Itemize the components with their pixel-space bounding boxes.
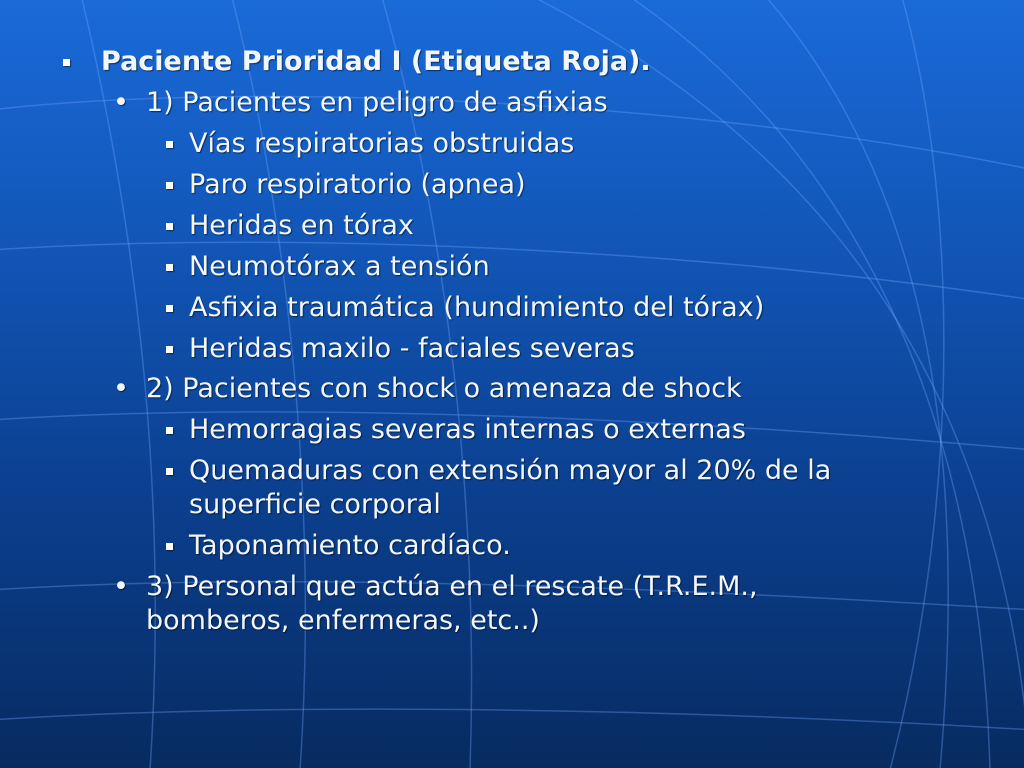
group1-item: Paro respiratorio (apnea) — [189, 169, 526, 200]
group1-item-bullet — [166, 346, 173, 353]
group1-item-bullet — [166, 264, 173, 271]
group3-bullet: • — [113, 571, 129, 602]
group1-item: Asfixia traumática (hundimiento del tórax) — [189, 292, 765, 323]
group2-item-bullet — [166, 543, 173, 550]
group2-item-bullet — [166, 468, 173, 475]
group1-item: Heridas en tórax — [189, 210, 414, 241]
title-bullet — [63, 59, 70, 66]
group2-item: Quemaduras con extensión mayor al 20% de la — [189, 455, 832, 486]
group1-label: 1) Pacientes en peligro de asfixias — [146, 87, 608, 118]
slide-title: Paciente Prioridad I (Etiqueta Roja). — [101, 46, 651, 77]
group1-bullet: • — [113, 87, 129, 118]
group2-item: Hemorragias severas internas o externas — [189, 414, 746, 445]
group3-label: 3) Personal que actúa en el rescate (T.R.E.M., — [146, 571, 758, 602]
group1-item: Heridas maxilo - faciales severas — [189, 333, 635, 364]
group2-item: Taponamiento cardíaco. — [189, 530, 511, 561]
group1-item-bullet — [166, 182, 173, 189]
group2-label: 2) Pacientes con shock o amenaza de shock — [146, 373, 742, 404]
group2-bullet: • — [113, 373, 129, 404]
group2-item-bullet — [166, 427, 173, 434]
group1-item-bullet — [166, 223, 173, 230]
group3-label-continuation: bomberos, enfermeras, etc..) — [146, 605, 540, 636]
group2-item-continuation: superficie corporal — [189, 489, 441, 520]
group1-item-bullet — [166, 305, 173, 312]
group1-item: Neumotórax a tensión — [189, 251, 490, 282]
group1-item-bullet — [166, 141, 173, 148]
group1-item: Vías respiratorias obstruidas — [189, 128, 575, 159]
